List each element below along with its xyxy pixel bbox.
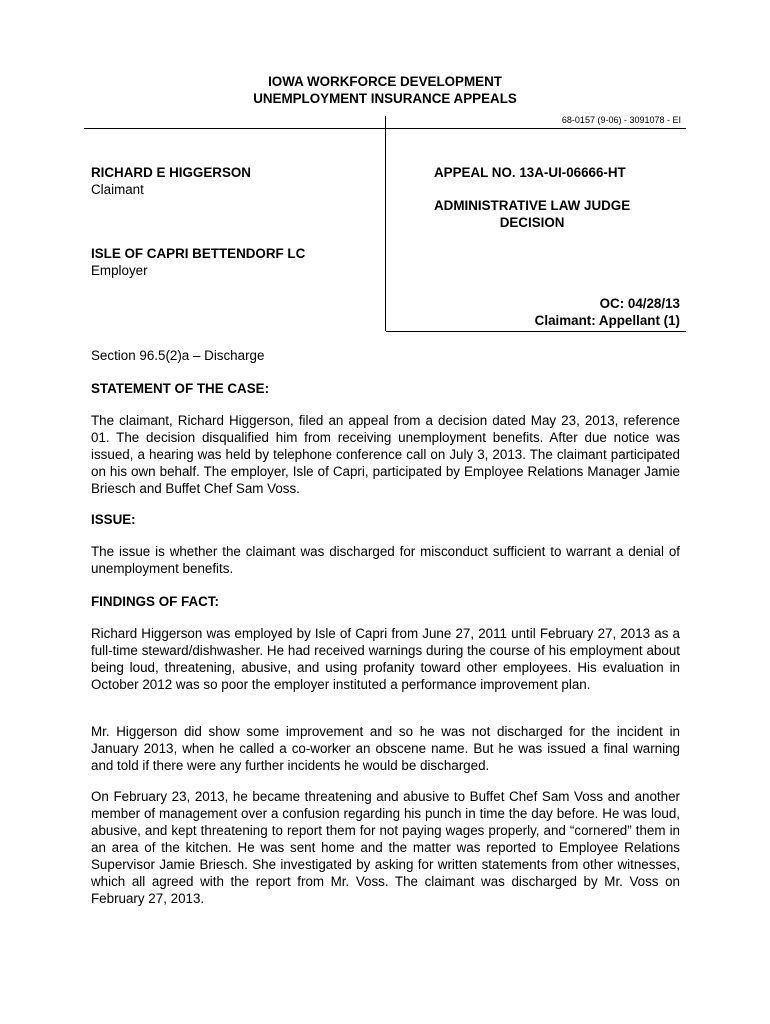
claimant-name: RICHARD E HIGGERSON <box>91 165 251 180</box>
original-claim-date: OC: 04/28/13 <box>599 296 680 311</box>
statement-heading: STATEMENT OF THE CASE: <box>91 381 270 396</box>
findings-heading: FINDINGS OF FACT: <box>91 594 219 609</box>
appeal-number: APPEAL NO. 13A-UI-06666-HT <box>434 165 626 180</box>
claimant-block <box>91 164 251 198</box>
claim-status-block <box>440 295 680 329</box>
decision-title-line1: ADMINISTRATIVE LAW JUDGE <box>434 198 631 213</box>
decision-title-line2: DECISION <box>499 215 565 230</box>
caption-bottom-rule <box>386 331 686 332</box>
findings-paragraph-1: Richard Higgerson was employed by Isle of Capri from June 27, 2011 until February 27, 2013 as a full-time steward/dishwasher. He had received warnings during the course of his employment about being loud, threatening, abusive, and using profanity toward other employees. His evaluation in October 2012 was so poor the employer instituted a performance improvement plan. <box>91 626 680 692</box>
statement-paragraph: The claimant, Richard Higgerson, filed an appeal from a decision dated May 23, 2013, reference 01. The decision disqualified him from receiving unemployment benefits. After due notice was issued, a hearing was held by telephone conference call on July 3, 2013. The claimant participated on his own behalf. The employer, Isle of Capri, participated by Employee Relations Manager Jamie Briesch and Buffet Chef Sam Voss. <box>91 413 680 496</box>
findings-paragraph-2: Mr. Higgerson did show some improvement and so he was not discharged for the incident in January 2013, when he called a co-worker an obscene name. But he was issued a final warning and told if there were any further incidents he would be discharged. <box>91 724 680 773</box>
claimant-appellant-status: Claimant: Appellant (1) <box>534 313 680 328</box>
findings-paragraph-3: On February 23, 2013, he became threatening and abusive to Buffet Chef Sam Voss and another member of management over a confusion regarding his punch in time the day before. He was loud, abusive, and kept threatening to report them for not paying wages properly, and “cornered” them in an area of the kitchen. He was sent home and the matter was reported to Employee Relations Supervisor Jamie Briesch. She investigated by asking for written statements from other witnesses, which all agreed with the report from Mr. Voss. The claimant was discharged by Mr. Voss on February 27, 2013. <box>91 789 680 906</box>
issue-paragraph: The issue is whether the claimant was discharged for misconduct sufficient to warrant a denial of unemployment benefits. <box>91 544 680 576</box>
employer-block <box>91 245 305 279</box>
decision-title <box>434 197 630 231</box>
agency-header <box>84 73 686 107</box>
caption-divider <box>385 116 386 331</box>
agency-name: IOWA WORKFORCE DEVELOPMENT <box>268 74 502 89</box>
employer-label: Employer <box>91 263 148 278</box>
agency-division: UNEMPLOYMENT INSURANCE APPEALS <box>253 91 517 106</box>
claimant-label: Claimant <box>91 182 144 197</box>
employer-name: ISLE OF CAPRI BETTENDORF LC <box>91 246 306 261</box>
section-reference: Section 96.5(2)a – Discharge <box>91 348 265 363</box>
form-number: 68-0157 (9-06) - 3091078 - EI <box>561 115 681 125</box>
issue-heading: ISSUE: <box>91 512 136 527</box>
